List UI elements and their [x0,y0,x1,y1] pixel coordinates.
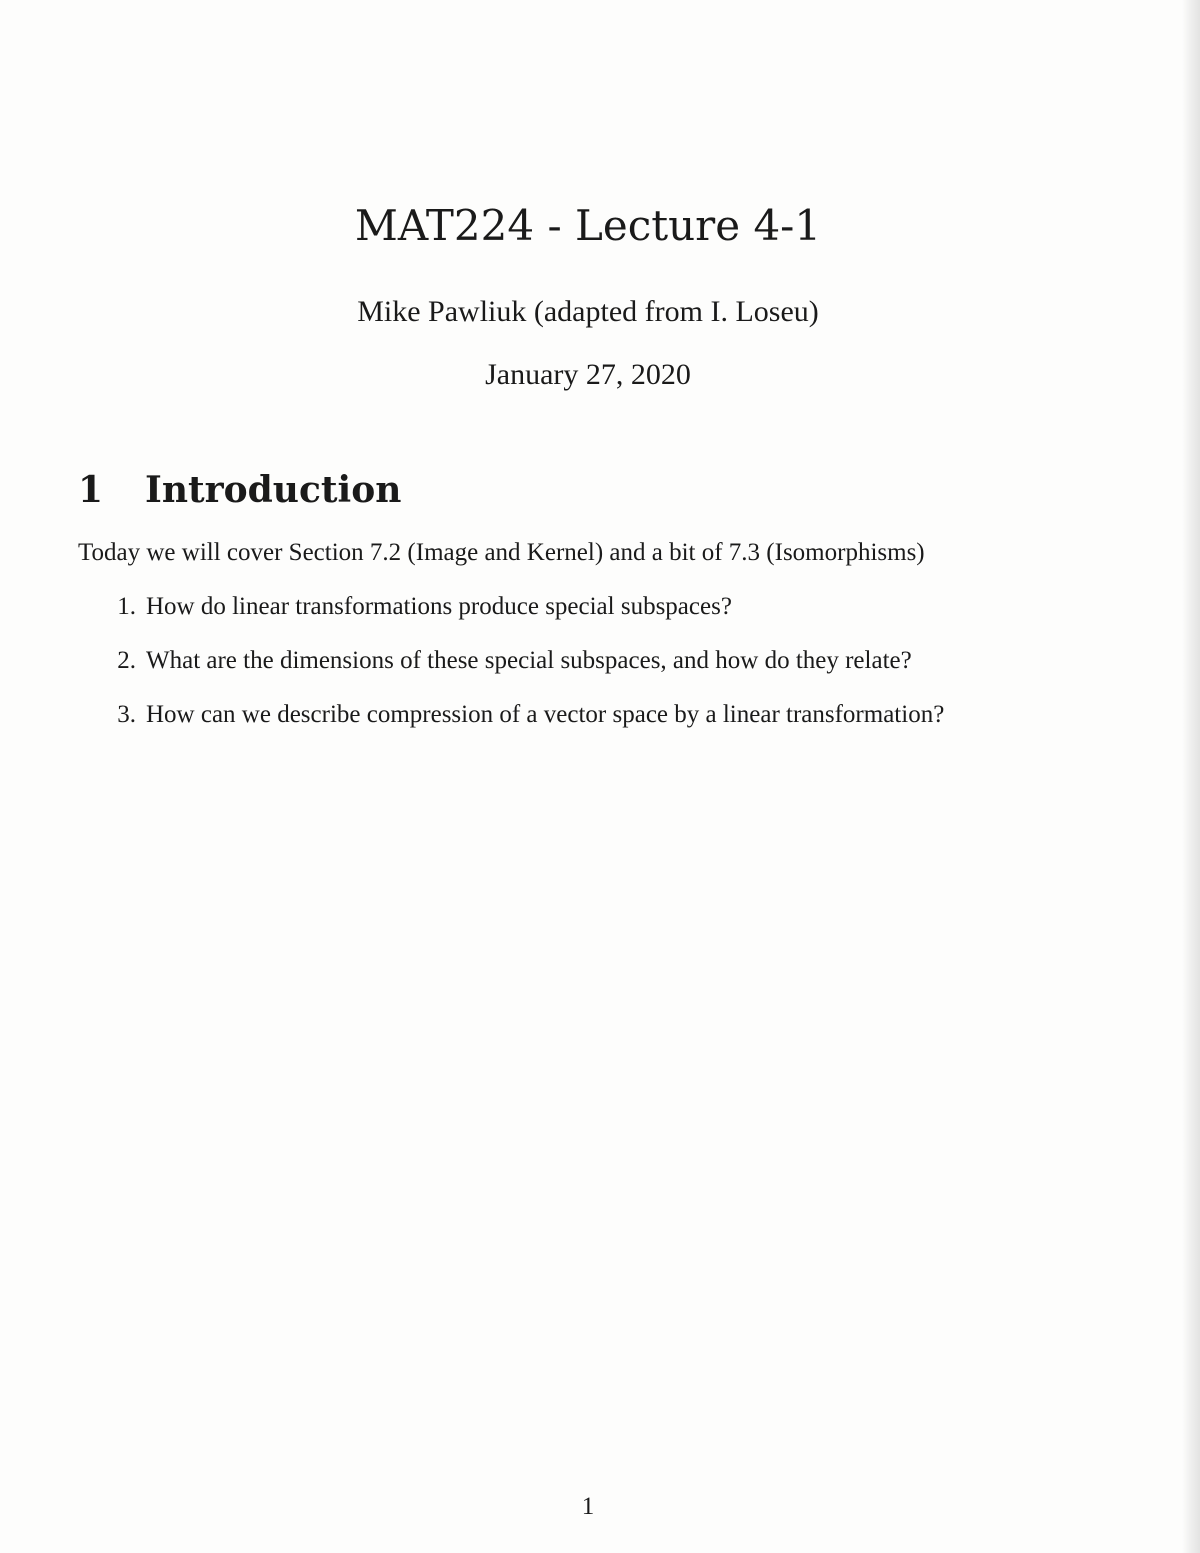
intro-paragraph: Today we will cover Section 7.2 (Image and Kernel) and a bit of 7.3 (Isomorphisms) [78,539,925,566]
list-item [0,590,1100,644]
list-item-number: 3. [117,701,136,728]
section-number: 1 [78,469,104,511]
document-author: Mike Pawliuk (adapted from I. Loseu) [357,295,819,328]
list-item-number: 2. [117,647,136,674]
page-number: 1 [581,1493,595,1520]
list-item-text: How can we describe compression of a vector space by a linear transformation? [146,701,945,728]
section-heading [78,466,401,514]
question-list [0,590,1100,752]
list-item [0,644,1100,698]
list-item-text: How do linear transformations produce special subspaces? [146,593,732,620]
list-item-text: What are the dimensions of these special subspaces, and how do they relate? [146,647,912,674]
document-title: MAT224 - Lecture 4-1 [354,201,822,250]
list-item-number: 1. [117,593,136,620]
document-date: January 27, 2020 [485,358,691,391]
scan-edge-shadow [1182,0,1200,1553]
section-title: Introduction [145,469,402,511]
list-item [0,698,1100,752]
